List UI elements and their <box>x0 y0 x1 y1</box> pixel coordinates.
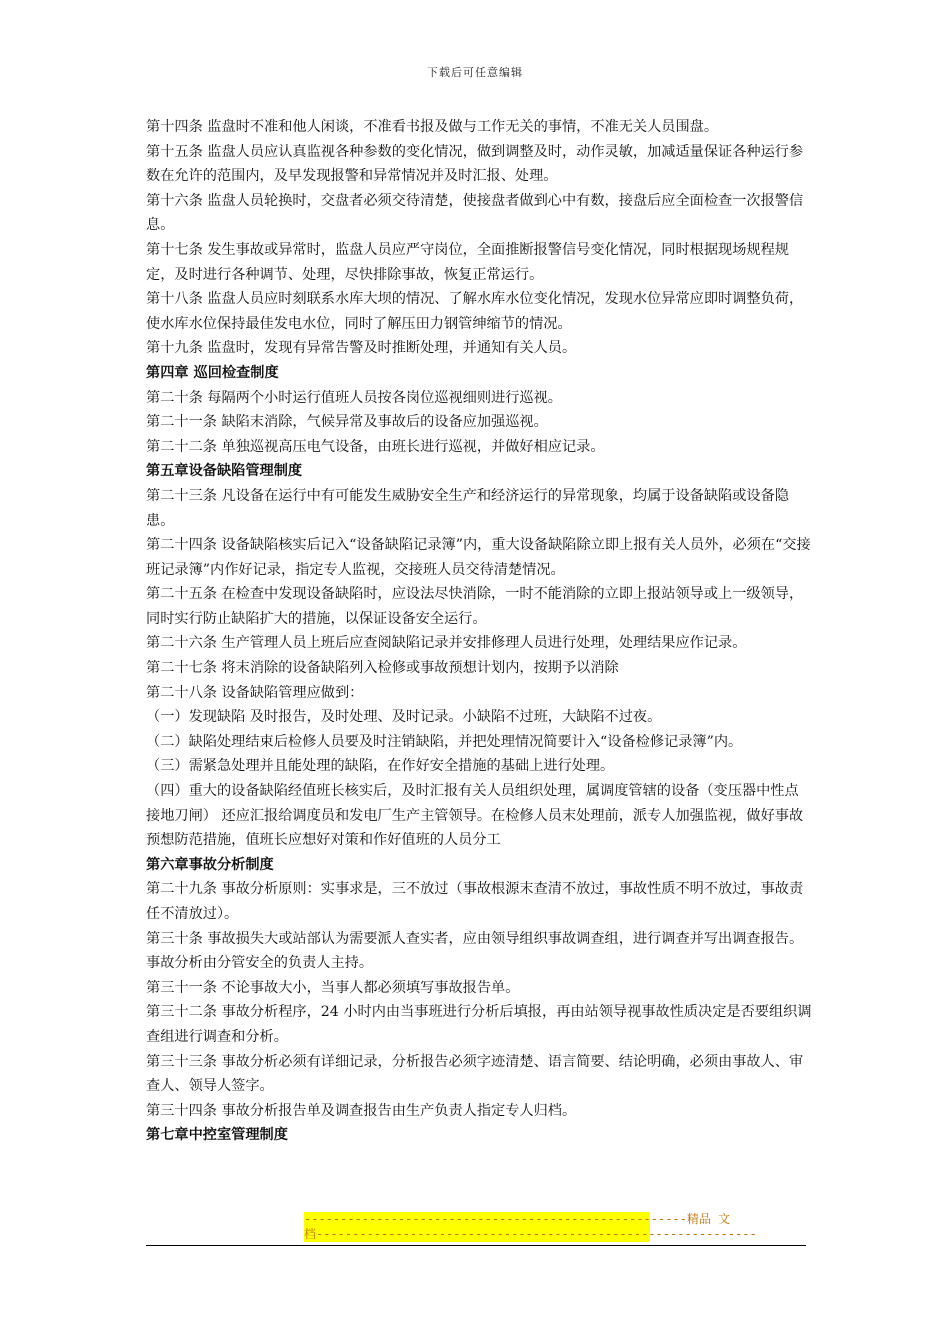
article-paragraph: 第三十一条 不论事故大小，当事人都必须填写事故报告单。 <box>146 979 520 996</box>
article-paragraph: 第二十八条 设备缺陷管理应做到： <box>146 684 364 701</box>
article-paragraph: 第二十二条 单独巡视高压电气设备，由班长进行巡视，并做好相应记录。 <box>146 438 605 455</box>
article-paragraph: 第二十九条 事故分析原则：实事求是，三不放过（事故根源末查清不放过，事故性质不明不放过，事故责任不清放过）。 <box>146 881 804 922</box>
article-paragraph: 第十九条 监盘时，发现有异常告警及时推断处理，并通知有关人员。 <box>146 340 577 357</box>
article-paragraph: 第三十条 事故损失大或站部认为需要派人查实者，应由领导组织事故调查组，进行调查并写出调查报告。事故分析由分管安全的负责人主持。 <box>146 930 804 972</box>
chapter-heading: 第七章中控室管理制度 <box>146 1127 288 1144</box>
article-paragraph: 第十八条 监盘人员应时刻联系水库大坝的情况、了解水库水位变化情况，发现水位异常应即时调整负荷，使水库水位保持最佳发电水位，同时了解压田力钢管绅缩节的情况。 <box>146 291 804 332</box>
article-paragraph: 第二十六条 生产管理人员上班后应查阅缺陷记录并安排修理人员进行处理，处理结果应作记录。 <box>146 635 747 652</box>
article-paragraph: （三）需紧急处理并且能处理的缺陷，在作好安全措施的基础上进行处理。 <box>146 758 615 775</box>
article-paragraph: 第二十一条 缺陷末消除，气候异常及事故后的设备应加强巡视。 <box>146 414 548 431</box>
article-paragraph: 第二十三条 凡设备在运行中有可能发生威胁安全生产和经济运行的异常现象，均属于设备缺陷或设备隐患。 <box>146 487 789 529</box>
article-paragraph: 第十五条 监盘人员应认真监视各种参数的变化情况，做到调整及时，动作灵敏，加减适量保证各种运行参数在允许的范围内，及早发现报警和异常情况并及时汇报、处理。 <box>146 143 804 185</box>
article-paragraph: 第三十二条 事故分析程序，24 小时内由当事班进行分析后填报，再由站领导视事故性质决定是否要组织调查组进行调查和分析。 <box>146 1004 812 1045</box>
article-paragraph: 第三十四条 事故分析报告单及调查报告由生产负责人指定专人归档。 <box>146 1102 577 1119</box>
article-paragraph: （四）重大的设备缺陷经值班长核实后，及时汇报有关人员组织处理，属调度管辖的设备（变压器中性点接地刀闸） 还应汇报给调度员和发电厂生产主管领导。在检修人员末处理前，派专人加强监视，做好事故预想防范措施，值班长应想好对策和作好值班的人员分工 <box>146 783 804 849</box>
page-header: 下载后可任意编辑 <box>427 66 523 79</box>
article-paragraph: 第十四条 监盘时不准和他人闲谈，不准看书报及做与工作无关的事情，不准无关人员围盘。 <box>146 119 719 135</box>
article-paragraph: （二）缺陷处理结束后检修人员要及时注销缺陷，并把处理情况简要计入“设备检修记录簿”内。 <box>146 733 743 750</box>
footer-line-2: 档------------------------------------------------------------- <box>304 1227 757 1241</box>
chapter-heading: 第四章 巡回检查制度 <box>146 364 279 381</box>
chapter-heading: 第六章事故分析制度 <box>146 856 274 873</box>
footer-watermark <box>304 1212 757 1242</box>
chapter-heading: 第五章设备缺陷管理制度 <box>146 463 303 480</box>
article-paragraph: （一）发现缺陷 及时报告，及时处理、及时记录。小缺陷不过班，大缺陷不过夜。 <box>146 709 662 726</box>
document-body <box>146 115 812 1148</box>
article-paragraph: 第三十三条 事故分析必须有详细记录，分析报告必须字迹清楚、语言简要、结论明确，必须由事故人、审查人、领导人签字。 <box>146 1053 804 1095</box>
article-paragraph: 第二十五条 在检查中发现设备缺陷时，应设法尽快消除，一时不能消除的立即上报站领导或上一级领导，同时实行防止缺陷扩大的措施，以保证设备安全运行。 <box>146 586 804 627</box>
article-paragraph: 第十七条 发生事故或异常时，监盘人员应严守岗位，全面推断报警信号变化情况，同时根据现场规程规定，及时进行各种调节、处理，尽快排除事故，恢复正常运行。 <box>146 241 789 283</box>
article-paragraph: 第十六条 监盘人员轮换时，交盘者必须交待清楚，使接盘者做到心中有数，接盘后应全面检查一次报警信息。 <box>146 192 804 234</box>
footer-line-1: -----------------------------------------------------精品 文 <box>304 1212 731 1226</box>
article-paragraph: 第二十条 每隔两个小时运行值班人员按各岗位巡视细则进行巡视。 <box>146 389 562 406</box>
footer-divider <box>146 1245 806 1246</box>
article-paragraph: 第二十四条 设备缺陷核实后记入“设备缺陷记录簿”内，重大设备缺陷除立即上报有关人员外，必须在“交接班记录簿”内作好记录，指定专人监视，交接班人员交待清楚情况。 <box>146 537 811 578</box>
article-paragraph: 第二十七条 将末消除的设备缺陷列入检修或事故预想计划内，按期予以消除 <box>146 660 619 677</box>
